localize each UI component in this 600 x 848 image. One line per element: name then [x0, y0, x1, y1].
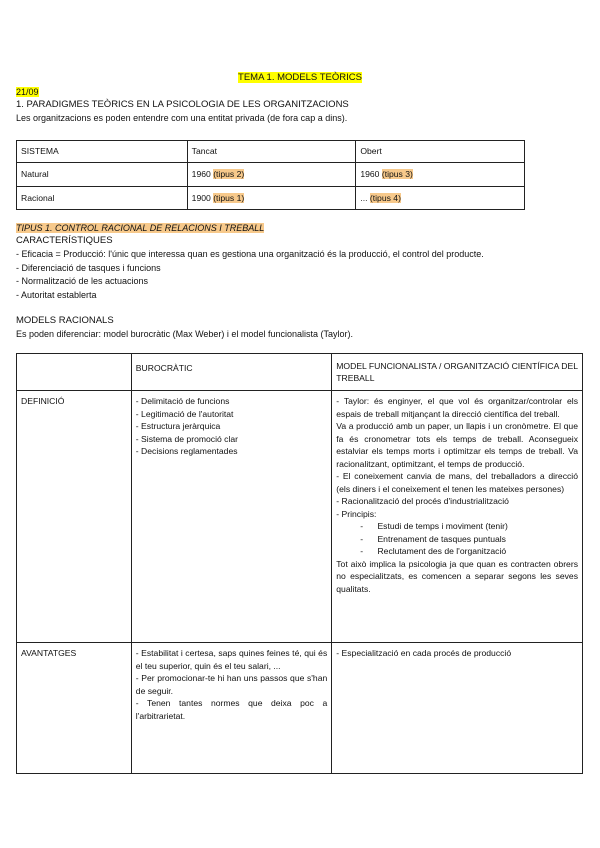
- page-title: TEMA 1. MODELS TEÒRICS: [238, 72, 362, 83]
- table-cell: [332, 391, 583, 643]
- models-text: Es poden diferenciar: model burocràtic (Max Weber) i el model funcionalista (Taylor).: [16, 329, 353, 339]
- list-item: - Reclutament des de l'organització: [360, 546, 507, 556]
- row-label: Natural: [17, 163, 188, 187]
- list-item: - Estudi de temps i moviment (tenir): [360, 521, 508, 531]
- paragraph: Tot això implica la psicologia ja que quan es contracten obrers no especialitzats, es comencen a separar segons les seves qualitats.: [336, 558, 578, 594]
- row-label: DEFINICIÓ: [17, 391, 132, 643]
- list-item: - Normalització de les actuacions: [16, 276, 149, 286]
- table-cell: [131, 643, 331, 774]
- list-item: - Sistema de promoció clar: [135, 433, 239, 444]
- list-item: - Legitimació de l'autoritat: [135, 408, 234, 419]
- table-cell: [131, 391, 331, 643]
- tipus-tag: (tipus 1): [213, 192, 245, 203]
- paragraph: - El coneixement canvia de mans, del treballadors a direcció (els diners i el coneixement el tenen les mateixes persones): [336, 471, 578, 494]
- list-item: - Entrenament de tasques puntuals: [360, 533, 506, 544]
- table-row: [17, 643, 583, 774]
- header-cell: SISTEMA: [17, 141, 188, 163]
- table-cell: [17, 354, 132, 391]
- paragraph: Va a producció amb un paper, un llapis i un cronòmetre. El que fa és cronometrar tots els temps de treball. Aconsegueix estalviar els temps morts i optimitzar els temps de treball. Va racionalitzant, optimitzant, el temps de producció.: [336, 421, 578, 469]
- table-row: [17, 354, 583, 391]
- tipus-tag: (tipus 2): [213, 169, 245, 180]
- paragraph: - Tenen tantes normes que deixa poc a l'arbitrarietat.: [135, 698, 328, 721]
- intro-text: Les organitzacions es poden entendre com una entitat privada (de fora cap a dins).: [16, 113, 348, 123]
- tipus1-heading: TIPUS 1. CONTROL RACIONAL DE RELACIONS I TREBALL: [16, 223, 265, 233]
- header-cell: Obert: [356, 141, 525, 163]
- section-heading: 1. PARADIGMES TEÒRICS EN LA PSICOLOGIA DE LES ORGANITZACIONS: [16, 99, 349, 110]
- burocratic-definition-list: [136, 395, 327, 458]
- paragraph: - Racionalització del procés d'industrialització: [336, 496, 509, 506]
- models-table: [16, 353, 583, 774]
- row-label: Racional: [17, 187, 188, 210]
- row-label: AVANTATGES: [17, 643, 132, 774]
- systems-table: [16, 140, 525, 210]
- tipus-tag: (tipus 4): [369, 192, 401, 203]
- tipus-tag: (tipus 3): [381, 169, 413, 180]
- table-row: [17, 391, 583, 643]
- table-row: [17, 187, 525, 210]
- list-item: - Autoritat establerta: [16, 290, 97, 300]
- header-cell: Tancat: [187, 141, 356, 163]
- header-cell: MODEL FUNCIONALISTA / ORGANITZACIÓ CIENTÍFICA DEL TREBALL: [332, 354, 583, 391]
- date-line: 21/09: [16, 87, 39, 97]
- caracteristiques-heading: CARACTERÍSTIQUES: [16, 235, 113, 246]
- table-cell: ... (tipus 4): [356, 187, 525, 210]
- table-cell: 1960 (tipus 3): [356, 163, 525, 187]
- paragraph: - Per promocionar-te hi han uns passos que s'han de seguir.: [135, 673, 328, 696]
- list-item: - Eficacia = Producció: l'únic que interessa quan es gestiona una organització és la producció, el control del producte.: [16, 249, 484, 259]
- table-row: [17, 141, 525, 163]
- paragraph: - Estabilitat i certesa, saps quines feines té, qui és el teu superior, quin és el teu salari, ...: [135, 648, 328, 671]
- paragraph: - Principis:: [336, 508, 377, 519]
- table-row: [17, 163, 525, 187]
- paragraph: - Taylor: és enginyer, el que vol és organitzar/controlar els espais de treball mitjançant la direcció científica del treball.: [336, 396, 578, 419]
- list-item: - Delimitació de funcions: [135, 396, 230, 406]
- list-item: - Diferenciació de tasques i funcions: [16, 263, 161, 273]
- header-cell: BUROCRÀTIC: [131, 354, 331, 391]
- models-heading: MODELS RACIONALS: [16, 315, 114, 326]
- list-item: - Decisions reglamentades: [135, 446, 238, 456]
- table-cell: 1900 (tipus 1): [187, 187, 356, 210]
- list-item: - Estructura jeràrquica: [135, 421, 221, 431]
- table-cell: 1960 (tipus 2): [187, 163, 356, 187]
- table-cell: - Especialització en cada procés de producció: [332, 643, 583, 774]
